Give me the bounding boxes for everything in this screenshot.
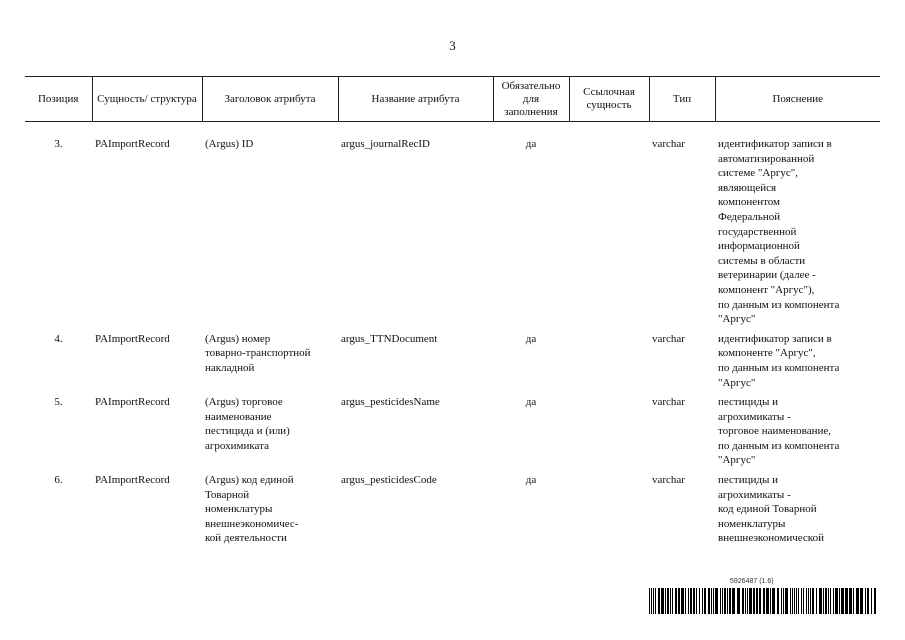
cell-ref-entity bbox=[569, 122, 649, 332]
header-attr-title: Заголовок атрибута bbox=[202, 77, 338, 122]
cell-type: varchar bbox=[652, 138, 685, 150]
cell-type: varchar bbox=[652, 474, 685, 487]
cell-attr-name: argus_pesticidesName bbox=[341, 396, 440, 409]
table-header-row bbox=[25, 77, 880, 122]
attributes-table bbox=[25, 76, 880, 551]
cell-required: да bbox=[525, 332, 537, 345]
cell-required: да bbox=[525, 474, 537, 487]
cell-attr-name: argus_TTNDocument bbox=[341, 332, 438, 345]
cell-position: 6. bbox=[54, 474, 63, 487]
cell-required: да bbox=[525, 138, 537, 150]
cell-entity: PAImportRecord bbox=[95, 396, 170, 409]
cell-explanation: пестициды и агрохимикаты - код единой Товарной номенклатуры внешнеэкономической bbox=[718, 474, 824, 545]
cell-position: 3. bbox=[54, 138, 63, 150]
cell-attr-title: (Argus) ID bbox=[205, 138, 254, 150]
cell-required: да bbox=[525, 396, 537, 409]
cell-attr-name: argus_pesticidesCode bbox=[341, 474, 437, 487]
cell-ref-entity bbox=[569, 332, 649, 395]
cell-entity: PAImportRecord bbox=[95, 138, 170, 150]
cell-entity: PAImportRecord bbox=[95, 474, 170, 487]
header-type: Тип bbox=[649, 77, 715, 122]
cell-type: varchar bbox=[652, 396, 685, 409]
cell-attr-title: (Argus) код единой Товарной номенклатуры внешнеэкономичес- кой деятельности bbox=[205, 474, 299, 545]
cell-position: 5. bbox=[54, 396, 63, 409]
barcode-icon bbox=[649, 588, 877, 614]
cell-attr-title: (Argus) торговое наименование пестицида и (или) агрохимиката bbox=[205, 396, 290, 452]
cell-type: varchar bbox=[652, 332, 685, 345]
header-entity: Сущность/ структура bbox=[92, 77, 202, 122]
table-row bbox=[25, 473, 880, 551]
cell-position: 4. bbox=[54, 332, 63, 345]
cell-ref-entity bbox=[569, 473, 649, 551]
cell-ref-entity bbox=[569, 395, 649, 473]
table-row bbox=[25, 395, 880, 473]
header-attr-name: Название атрибута bbox=[338, 77, 493, 122]
cell-explanation: пестициды и агрохимикаты - торговое наименование, по данным из компонента "Аргус" bbox=[718, 396, 840, 467]
cell-entity: PAImportRecord bbox=[95, 332, 170, 345]
table-row bbox=[25, 122, 880, 332]
header-position: Позиция bbox=[25, 77, 92, 122]
cell-explanation: идентификатор записи в автоматизированной системе "Аргус", являющейся компонентом Федеральной государственной информационной системы в области ветеринарии (далее - компонент "Аргус"), по данным из компонента "Аргус" bbox=[718, 138, 840, 326]
header-required: Обязательно для заполнения bbox=[493, 77, 569, 122]
table-row bbox=[25, 332, 880, 395]
cell-explanation: идентификатор записи в компоненте "Аргус", по данным из компонента "Аргус" bbox=[718, 332, 840, 389]
header-ref-entity: Ссылочная сущность bbox=[569, 77, 649, 122]
page-number: 3 bbox=[449, 38, 456, 53]
barcode-number: 5926487 (1.6) bbox=[730, 578, 774, 585]
cell-attr-name: argus_journalRecID bbox=[341, 138, 430, 150]
cell-attr-title: (Argus) номер товарно-транспортной накладной bbox=[205, 332, 311, 374]
header-explanation: Пояснение bbox=[715, 77, 880, 122]
